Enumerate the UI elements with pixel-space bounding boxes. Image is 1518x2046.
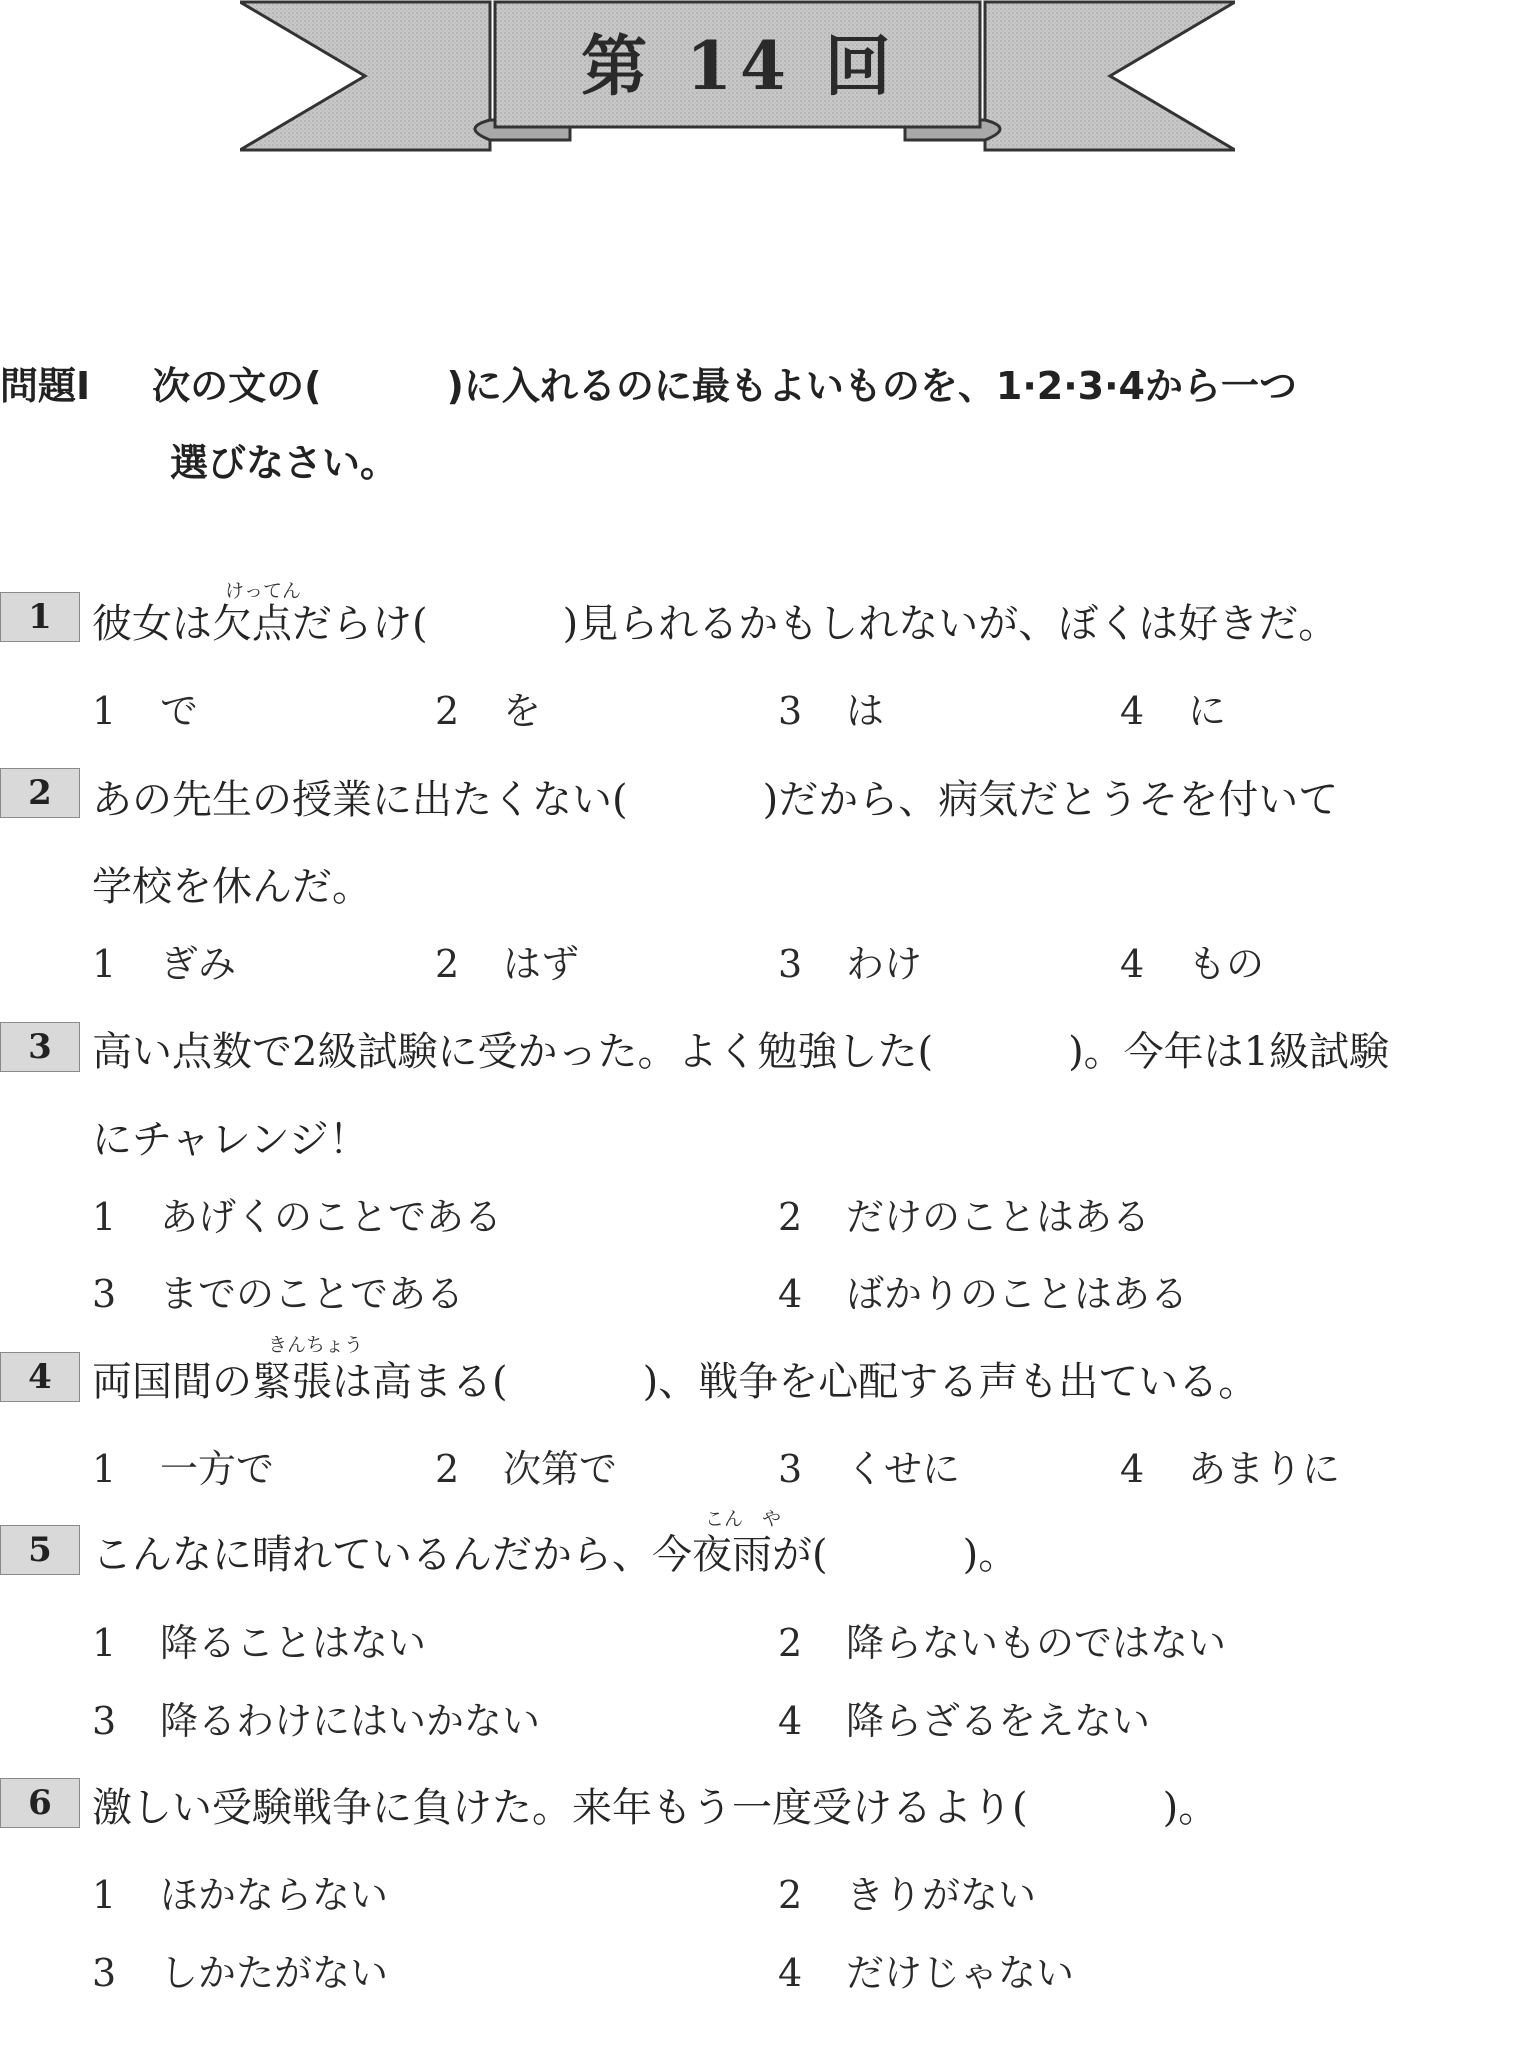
question-number: 6: [0, 1778, 80, 1828]
banner-right-tail: [985, 2, 1235, 150]
option[interactable]: 1 で: [92, 689, 199, 733]
option[interactable]: 3 くせに: [778, 1447, 961, 1491]
option[interactable]: 2 降らないものではない: [778, 1621, 1227, 1665]
question-text: 激しい受験戦争に負けた。来年もう一度受けるより( )。: [92, 1785, 1219, 1831]
option[interactable]: 4 降らざるをえない: [778, 1699, 1151, 1743]
furigana: きんちょう: [268, 1334, 364, 1356]
question-number: 2: [0, 768, 80, 818]
furigana: こん や: [705, 1508, 782, 1530]
banner-left-tail: [240, 2, 490, 150]
question-text-continued: にチャレンジ！: [92, 1117, 369, 1163]
option[interactable]: 2 次第で: [435, 1447, 618, 1491]
option[interactable]: 2 はず: [435, 942, 580, 986]
question-number: 4: [0, 1352, 80, 1402]
option[interactable]: 3 までのことである: [92, 1272, 465, 1316]
option[interactable]: 4 だけじゃない: [778, 1951, 1075, 1995]
option[interactable]: 2 だけのことはある: [778, 1195, 1151, 1239]
instruction-line-2: 選びなさい。: [170, 441, 399, 485]
question-text: 高い点数で2級試験に受かった。よく勉強した( )。今年は1級試験: [92, 1029, 1390, 1075]
option[interactable]: 3 しかたがない: [92, 1951, 389, 1995]
option[interactable]: 4 ばかりのことはある: [778, 1272, 1189, 1316]
option[interactable]: 2 を: [435, 689, 542, 733]
question-text: 彼女は欠点だらけ( )見られるかもしれないが、ぼくは好きだ。: [92, 601, 1339, 647]
option[interactable]: 3 わけ: [778, 942, 923, 986]
question-text: あの先生の授業に出たくない( )だから、病気だとうそを付いて: [92, 777, 1339, 823]
option[interactable]: 2 きりがない: [778, 1873, 1037, 1917]
option[interactable]: 3 は: [778, 689, 885, 733]
option[interactable]: 4 に: [1120, 689, 1227, 733]
option[interactable]: 1 一方で: [92, 1447, 275, 1491]
question-number: 3: [0, 1022, 80, 1072]
question-number: 1: [0, 592, 80, 642]
option[interactable]: 1 あげくのことである: [92, 1195, 503, 1239]
question-number: 5: [0, 1525, 80, 1575]
option[interactable]: 1 ほかならない: [92, 1873, 389, 1917]
problem-label: 問題Ⅰ: [0, 364, 91, 408]
option[interactable]: 1 降ることはない: [92, 1621, 427, 1665]
instruction-line-1: [0, 355, 1297, 410]
option[interactable]: 4 もの: [1120, 942, 1265, 986]
instruction-text-b: )に入れるのに最もよいものを、1·2·3·4から一つ: [446, 364, 1297, 408]
option[interactable]: 1 ぎみ: [92, 942, 237, 986]
furigana: けってん: [225, 580, 302, 602]
option[interactable]: 4 あまりに: [1120, 1447, 1341, 1491]
instruction-text-a: 次の文の(: [152, 364, 322, 408]
question-text: 両国間の緊張は高まる( )、戦争を心配する声も出ている。: [92, 1359, 1259, 1405]
option[interactable]: 3 降るわけにはいかない: [92, 1699, 541, 1743]
page-title: 第 14 回: [581, 26, 899, 105]
question-text: こんなに晴れているんだから、今夜雨が( )。: [92, 1532, 1019, 1578]
question-text-continued: 学校を休んだ。: [92, 864, 372, 910]
